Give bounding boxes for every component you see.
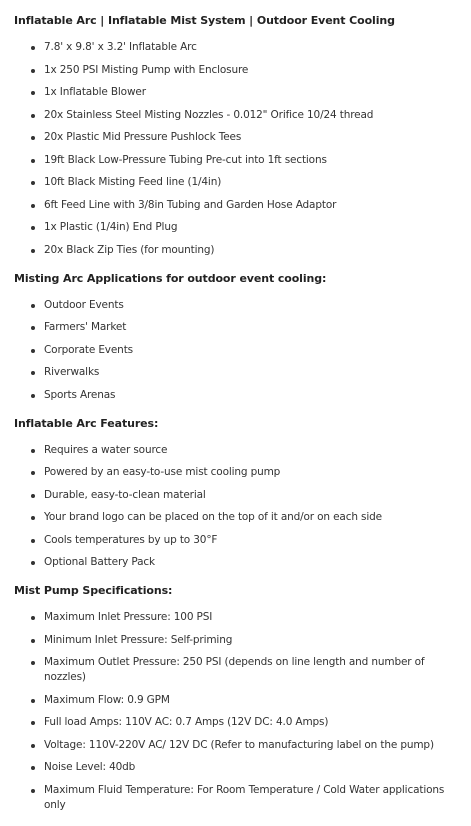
list-item: Sports Arenas — [29, 388, 461, 403]
list-item: 7.8' x 9.8' x 3.2' Inflatable Arc — [29, 40, 461, 55]
list-item: Maximum Outlet Pressure: 250 PSI (depends on line length and number of nozzles) — [29, 655, 461, 685]
list-item: Riverwalks — [29, 365, 461, 380]
list-item: Maximum Inlet Pressure: 100 PSI — [29, 610, 461, 625]
list-item: 1x 250 PSI Misting Pump with Enclosure — [29, 63, 461, 78]
list-item: 1x Inflatable Blower — [29, 85, 461, 100]
list-item: Your brand logo can be placed on the top of it and/or on each side — [29, 510, 461, 525]
list-item: Outdoor Events — [29, 298, 461, 313]
list-item: 1x Plastic (1/4in) End Plug — [29, 220, 461, 235]
list-item: Cools temperatures by up to 30°F — [29, 533, 461, 548]
list-item: Maximum Flow: 0.9 GPM — [29, 693, 461, 708]
section-heading: Mist Pump Specifications: — [14, 584, 173, 597]
bullet-list — [14, 610, 461, 813]
list-item: Noise Level: 40db — [29, 760, 461, 775]
bullet-list — [14, 298, 461, 403]
section-heading: Misting Arc Applications for outdoor event cooling: — [14, 271, 327, 285]
list-item: 20x Plastic Mid Pressure Pushlock Tees — [29, 130, 461, 145]
section-heading: Inflatable Arc Features: — [14, 416, 159, 430]
list-item: Corporate Events — [29, 343, 461, 358]
section-applications — [14, 271, 461, 403]
list-item: Full load Amps: 110V AC: 0.7 Amps (12V DC: 4.0 Amps) — [29, 715, 461, 730]
list-item: 20x Stainless Steel Misting Nozzles - 0.012" Orifice 10/24 thread — [29, 108, 461, 123]
list-item: 20x Black Zip Ties (for mounting) — [29, 243, 461, 258]
list-item: Minimum Inlet Pressure: Self-priming — [29, 633, 461, 648]
list-item: 10ft Black Misting Feed line (1/4in) — [29, 175, 461, 190]
list-item: Maximum Fluid Temperature: For Room Temperature / Cold Water applications only — [29, 783, 461, 813]
list-item: 19ft Black Low-Pressure Tubing Pre-cut into 1ft sections — [29, 153, 461, 168]
list-item: Farmers' Market — [29, 320, 461, 335]
list-item: Optional Battery Pack — [29, 555, 461, 570]
list-item: 6ft Feed Line with 3/8in Tubing and Garden Hose Adaptor — [29, 198, 461, 213]
section-heading: Inflatable Arc | Inflatable Mist System | Outdoor Event Cooling — [14, 14, 395, 27]
section-kit-contents — [14, 13, 461, 258]
list-item: Voltage: 110V-220V AC/ 12V DC (Refer to manufacturing label on the pump) — [29, 738, 461, 753]
section-pump-specifications — [14, 583, 461, 813]
section-features — [14, 416, 461, 571]
list-item: Powered by an easy-to-use mist cooling pump — [29, 465, 461, 480]
bullet-list — [14, 443, 461, 571]
list-item: Durable, easy-to-clean material — [29, 488, 461, 503]
bullet-list — [14, 40, 461, 258]
list-item: Requires a water source — [29, 443, 461, 458]
